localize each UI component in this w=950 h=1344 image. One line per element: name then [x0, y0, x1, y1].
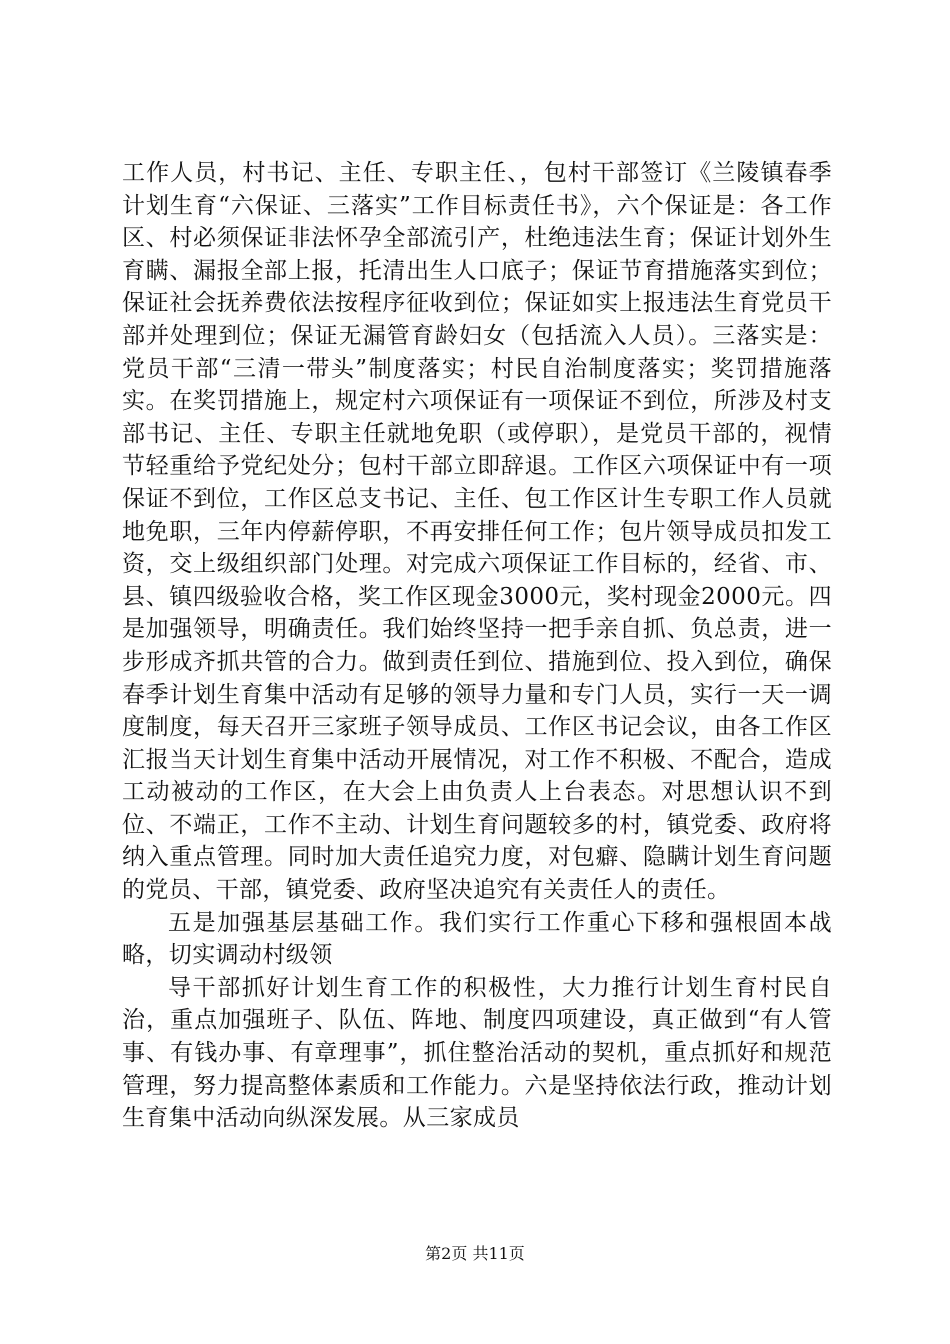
paragraph-1: 工作人员，村书记、主任、专职主任、，包村干部签订《兰陵镇春季计划生育“六保证、三落实”工作目标责任书》，六个保证是：各工作区、村必须保证非法怀孕全部流引产，杜绝违法生育；保证计划外生育瞒、漏报全部上报，托清出生人口底子；保证节育措施落实到位；保证社会抚养费依法按程序征收到位；保证如实上报违法生育党员干部并处理到位；保证无漏管育龄妇女（包括流入人员）。三落实是：党员干部“三清一带头”制度落实；村民自治制度落实；奖罚措施落实。在奖罚措施上，规定村六项保证有一项保证不到位，所涉及村支部书记、主任、专职主任就地免职（或停职），是党员干部的，视情节轻重给予党纪处分；包村干部立即辞退。工作区六项保证中有一项保证不到位，工作区总支书记、主任、包工作区计生专职工作人员就地免职，三年内停薪停职，不再安排任何工作；包片领导成员扣发工资，交上级组织部门处理。对完成六项保证工作目标的，经省、市、县、镇四级验收合格，奖工作区现金3000元，奖村现金2000元。四是加强领导，明确责任。我们始终坚持一把手亲自抓、负总责，进一步形成齐抓共管的合力。做到责任到位、措施到位、投入到位，确保春季计划生育集中活动有足够的领导力量和专门人员，实行一天一调度制度，每天召开三家班子领导成员、工作区书记会议，由各工作区汇报当天计划生育集中活动开展情况，对工作不积极、不配合，造成工动被动的工作区，在大会上由负责人上台表态。对思想认识不到位、不端正，工作不主动、计划生育问题较多的村，镇党委、政府将纳入重点管理。同时加大责任追究力度，对包癖、隐瞒计划生育问题的党员、干部，镇党委、政府坚决追究有关责任人的责任。 — [122, 160, 832, 904]
page-number-footer: 第2页 共11页 — [425, 1244, 525, 1263]
paragraph-3: 导干部抓好计划生育工作的积极性，大力推行计划生育村民自治，重点加强班子、队伍、阵地、制度四项建设，真正做到“有人管事、有钱办事、有章理事”，抓住整治活动的契机，重点抓好和规范管理，努力提高整体素质和工作能力。六是坚持依法行政，推动计划生育集中活动向纵深发展。从三家成员 — [122, 974, 832, 1132]
paragraph-2: 五是加强基层基础工作。我们实行工作重心下移和强根固本战略，切实调动村级领 — [122, 909, 832, 969]
document-body — [122, 157, 832, 1135]
